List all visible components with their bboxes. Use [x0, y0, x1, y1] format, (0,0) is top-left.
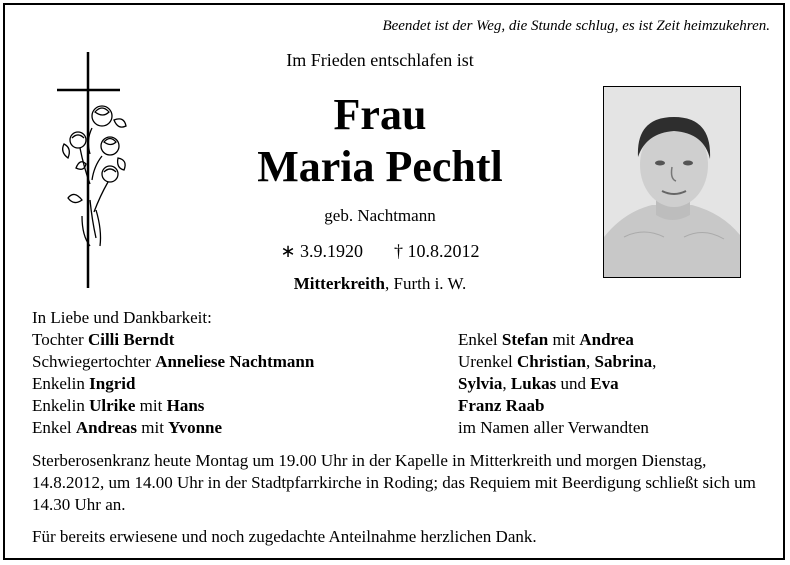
mourner-name: Cilli Berndt — [87, 330, 175, 349]
connector: , — [502, 374, 511, 393]
death-cross-icon: † — [394, 241, 404, 261]
birth-date: 3.9.1920 — [300, 241, 364, 261]
intro-line: Im Frieden entschlafen ist — [286, 50, 474, 70]
portrait-silhouette — [604, 87, 740, 277]
mourner-name: Sabrina — [594, 352, 653, 371]
connector: und — [556, 374, 591, 393]
mourners-heading: In Liebe und Dankbarkeit: — [32, 308, 212, 327]
relation: Urenkel — [458, 352, 518, 371]
mourner-name: Ulrike — [89, 396, 136, 415]
birth-icon: ∗ — [280, 241, 296, 261]
mourner-name: Lukas — [510, 374, 557, 393]
mourner-name: Christian — [517, 352, 586, 371]
mourner-row — [32, 395, 314, 417]
mourner-name: Anneliese Nachtmann — [155, 352, 315, 371]
connector: mit — [548, 330, 580, 349]
relation: Tochter — [32, 330, 88, 349]
mourner-name: Eva — [590, 374, 619, 393]
mourner-name: Yvonne — [168, 418, 223, 437]
relation: Enkel — [458, 330, 502, 349]
mourner-row — [458, 395, 656, 417]
mourner-row — [458, 417, 656, 439]
maiden-name: geb. Nachtmann — [324, 206, 436, 225]
mourner-name: Andrea — [579, 330, 634, 349]
mourner-name: Andreas — [75, 418, 137, 437]
thanks-note: Für bereits erwiesene und noch zugedachte Anteilnahme herzlichen Dank. — [32, 527, 537, 546]
mourners-left — [32, 307, 314, 439]
relation: Enkelin — [32, 374, 90, 393]
relation: Enkel — [32, 418, 76, 437]
mourner-row — [32, 329, 314, 351]
mourner-row — [32, 351, 314, 373]
relation: Enkelin — [32, 396, 90, 415]
connector: mit — [135, 396, 167, 415]
motto-quote: Beendet ist der Weg, die Stunde schlug, es ist Zeit heimzukehren. — [382, 18, 770, 34]
service-announcement: Sterberosenkranz heute Montag um 19.00 Uhr in der Kapelle in Mitterkreith und morgen Dienstag, 14.8.2012, um 14.00 Uhr in der Stadtpfarrkirche in Roding; das Requiem mit Beerdigung schließt sich um 14.30 Uhr an. — [32, 451, 756, 514]
deceased-name: Maria Pechtl — [257, 142, 503, 191]
connector: , — [585, 352, 595, 371]
mourner-name: Franz Raab — [458, 396, 545, 415]
mourners-right — [458, 329, 656, 439]
mourner-row — [458, 373, 656, 395]
portrait-photo — [603, 86, 741, 278]
mourner-name: Sylvia — [458, 374, 503, 393]
residence-rest: , Furth i. W. — [385, 274, 467, 293]
honorific: Frau — [333, 90, 427, 139]
death-date: 10.8.2012 — [407, 241, 480, 261]
mourner-name: Ingrid — [89, 374, 136, 393]
mourner-name: Stefan — [501, 330, 549, 349]
mourner-row — [32, 373, 314, 395]
relation: Schwiegertochter — [32, 352, 156, 371]
mourner-row — [458, 329, 656, 351]
connector: , — [652, 352, 657, 371]
mourner-row — [32, 417, 314, 439]
connector: mit — [137, 418, 169, 437]
residence-town: Mitterkreith — [293, 274, 385, 293]
mourner-name: Hans — [166, 396, 205, 415]
relatives-note: im Namen aller Verwandten — [458, 418, 649, 437]
mourner-row — [458, 351, 656, 373]
